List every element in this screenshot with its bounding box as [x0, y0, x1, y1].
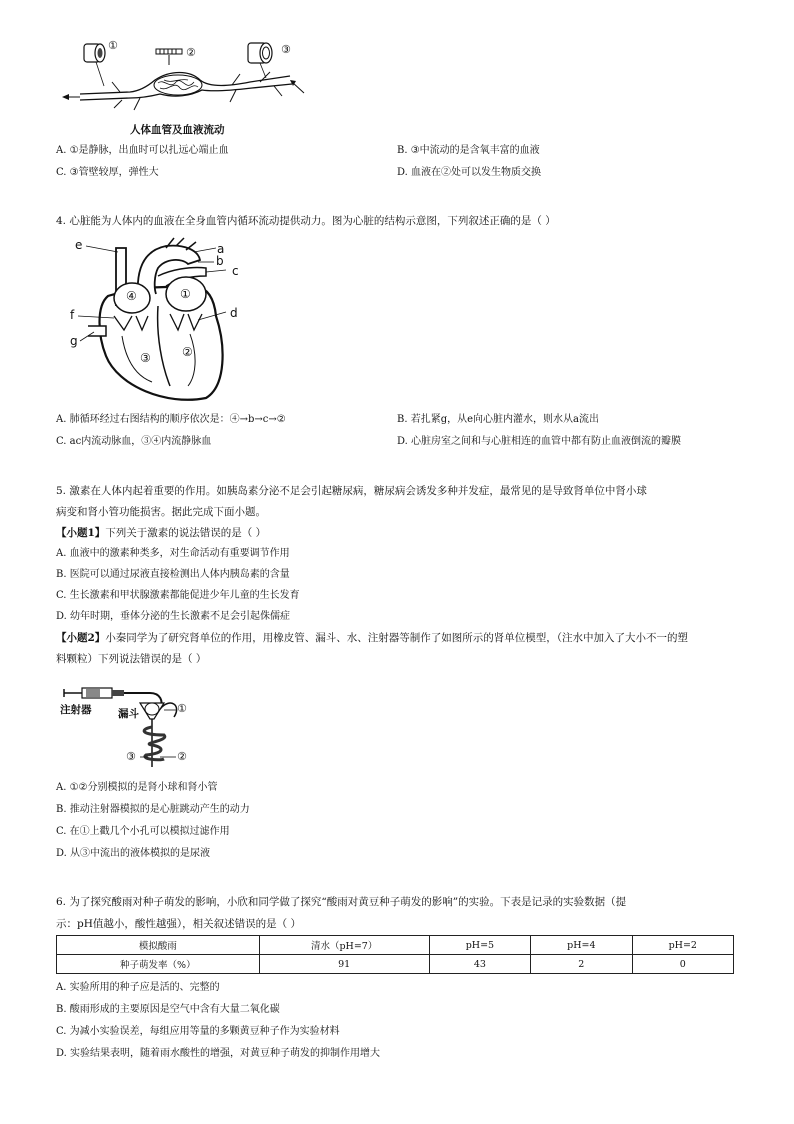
table-cell: 种子萌发率（%）: [57, 955, 260, 974]
table-header-cell: pH=4: [531, 936, 632, 955]
q6-stem-line1: 6. 为了探究酸雨对种子萌发的影响，小欣和同学做了探究“酸雨对黄豆种子萌发的影响”的实验。下表是记录的实验数据（提: [56, 896, 627, 908]
nephron-label-1: ①: [177, 702, 187, 715]
q3-option-d[interactable]: D. 血液在②处可以发生物质交换: [397, 167, 542, 178]
q3-option-c[interactable]: C. ③管壁较厚，弹性大: [56, 167, 159, 178]
q6-option-d[interactable]: D. 实验结果表明，随着雨水酸性的增强，对黄豆种子萌发的抑制作用增大: [56, 1048, 381, 1059]
q4-option-c[interactable]: C. ac内流动脉血，③④内流静脉血: [56, 436, 212, 447]
q5-sub2-option-b[interactable]: B. 推动注射器模拟的是心脏跳动产生的动力: [56, 804, 250, 815]
fig1-label-1: ①: [108, 39, 118, 52]
cross-section-1-icon: [84, 44, 105, 62]
q3-option-a[interactable]: A. ①是静脉，出血时可以扎远心端止血: [56, 145, 229, 156]
heart-label-d: d: [230, 306, 238, 320]
heart-label-3: ③: [140, 351, 151, 365]
germination-table: [56, 935, 734, 974]
q5-sub1-question: 【小题1】下列关于激素的说法错误的是（ ）: [56, 527, 267, 539]
q5-sub2-option-a[interactable]: A. ①②分别模拟的是肾小球和肾小管: [56, 782, 218, 793]
q5-sub2-question-line2: 料颗粒）下列说法错误的是（ ）: [56, 653, 207, 665]
q6-option-c[interactable]: C. 为减小实验误差，每组应用等量的多颗黄豆种子作为实验材料: [56, 1026, 340, 1037]
q5-sub1-option-d[interactable]: D. 幼年时期，垂体分泌的生长激素不足会引起侏儒症: [56, 611, 291, 622]
fig1-label-3: ③: [281, 43, 291, 56]
table-header-row: [57, 936, 734, 955]
q6-stem-line2: 示：pH值越小，酸性越强），相关叙述错误的是（ ）: [56, 918, 301, 930]
q4-stem: 4. 心脏能为人体内的血液在全身血管内循环流动提供动力。图为心脏的结构示意图，下列叙述正确的是（ ）: [56, 215, 556, 227]
q4-option-a[interactable]: A. 肺循环经过右图结构的顺序依次是：④→b→c→②: [56, 414, 286, 425]
heart-label-a: a: [217, 242, 225, 256]
q5-sub1-option-a[interactable]: A. 血液中的激素种类多，对生命活动有重要调节作用: [56, 548, 290, 559]
q5-sub2-option-d[interactable]: D. 从③中流出的液体模拟的是尿液: [56, 848, 211, 859]
heart-label-g: g: [70, 334, 78, 348]
heart-label-1: ①: [180, 287, 191, 301]
q5-stem-line2: 病变和肾小管功能损害。据此完成下面小题。: [56, 506, 266, 518]
table-cell: 43: [429, 955, 530, 974]
table-header-cell: pH=2: [632, 936, 733, 955]
fig1-caption: 人体血管及血液流动: [130, 124, 225, 136]
heart-label-4: ④: [126, 289, 137, 303]
heart-label-2: ②: [182, 345, 193, 359]
q4-option-b[interactable]: B. 若扎紧g，从e向心脏内灌水，则水从a流出: [397, 414, 599, 425]
q5-sub2-option-c[interactable]: C. 在①上戳几个小孔可以模拟过滤作用: [56, 826, 230, 837]
heart-label-e: e: [75, 238, 83, 252]
heart-diagram: [66, 236, 256, 408]
cross-section-3-icon: [248, 43, 272, 63]
q6-option-b[interactable]: B. 酸雨形成的主要原因是空气中含有大量二氧化碳: [56, 1004, 280, 1015]
nephron-label-2: ②: [177, 750, 187, 763]
table-cell: 2: [531, 955, 632, 974]
syringe-label: 注射器: [60, 704, 92, 716]
nephron-label-3: ③: [126, 750, 136, 763]
heart-label-f: f: [70, 308, 75, 322]
table-cell: 0: [632, 955, 733, 974]
table-header-cell: pH=5: [429, 936, 530, 955]
q3-option-b[interactable]: B. ③中流动的是含氧丰富的血液: [397, 145, 540, 156]
heart-label-b: b: [216, 254, 224, 268]
cross-section-2-icon: [156, 49, 182, 65]
table-cell: 91: [259, 955, 429, 974]
table-header-cell: 模拟酸雨: [57, 936, 260, 955]
heart-label-c: c: [232, 264, 239, 278]
table-row: [57, 955, 734, 974]
table-header-cell: 清水（pH=7）: [259, 936, 429, 955]
q5-sub1-option-c[interactable]: C. 生长激素和甲状腺激素都能促进少年儿童的生长发育: [56, 590, 300, 601]
q5-sub1-option-b[interactable]: B. 医院可以通过尿液直接检测出人体内胰岛素的含量: [56, 569, 290, 580]
q6-option-a[interactable]: A. 实验所用的种子应是活的、完整的: [56, 982, 220, 993]
fig1-label-2: ②: [186, 46, 196, 59]
q5-stem-line1: 5. 激素在人体内起着重要的作用。如胰岛素分泌不足会引起糖尿病，糖尿病会诱发多种并发症，最常见的是导致肾单位中肾小球: [56, 485, 647, 497]
q5-sub2-question: 【小题2】小秦同学为了研究肾单位的作用，用橡皮管、漏斗、水、注射器等制作了如图所示的肾单位模型，（注水中加入了大小不一的塑: [56, 632, 689, 644]
q4-option-d[interactable]: D. 心脏房室之间和与心脏相连的血管中都有防止血液倒流的瓣膜: [397, 436, 682, 447]
funnel-label: 漏斗: [118, 708, 139, 720]
